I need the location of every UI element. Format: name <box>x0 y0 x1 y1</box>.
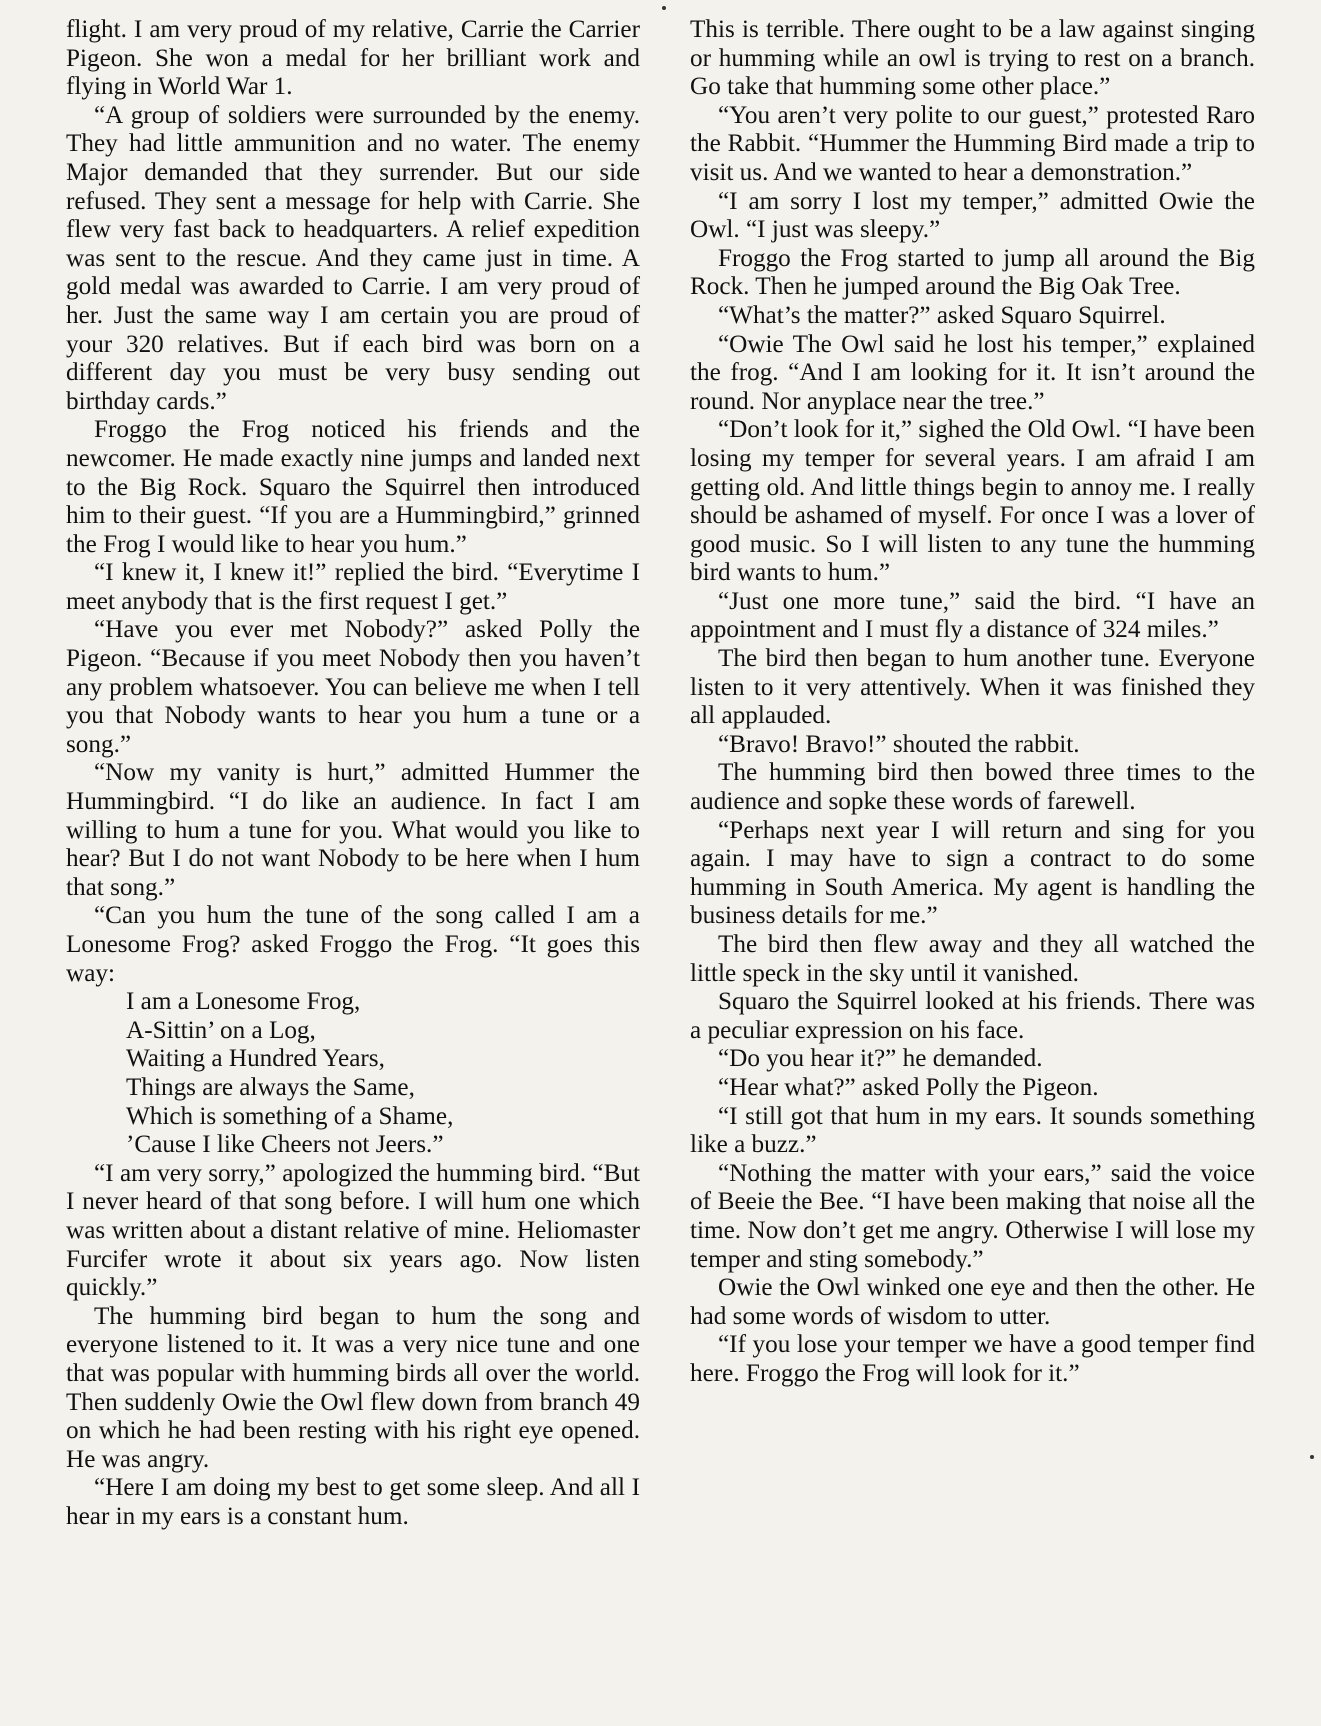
paragraph: Froggo the Frog started to jump all around the Big Rock. Then he jumped around the Big Oak Tree. <box>690 244 1255 301</box>
print-speck <box>662 6 666 10</box>
paragraph: “If you lose your temper we have a good temper find here. Froggo the Frog will look for it.” <box>690 1331 1255 1387</box>
paragraph: “Nothing the matter with your ears,” said the voice of Beeie the Bee. “I have been making that noise all the time. Now don’t get me angry. Otherwise I will lose my temper and sting somebody.” <box>690 1159 1255 1273</box>
poem-line: Which is something of a Shame, <box>126 1102 454 1130</box>
paragraph: “I am very sorry,” apologized the humming bird. “But I never heard of that song before. I will hum one which was written about a distant relative of mine. Heliomaster Furcifer wrote it about six years ago. Now listen quickly.” <box>66 1159 640 1302</box>
paragraph: “Can you hum the tune of the song called I am a Lonesome Frog? asked Froggo the Frog. “It goes this way: <box>66 902 640 987</box>
paragraph: “Perhaps next year I will return and sing for you again. I may have to sign a contract to do some humming in South America. My agent is handling the business details for me.” <box>690 816 1255 930</box>
paragraph: Squaro the Squirrel looked at his friends. There was a peculiar expression on his face. <box>690 988 1255 1044</box>
paragraph: “A group of soldiers were surrounded by the enemy. They had little ammunition and no water. The enemy Major demanded that they surrender. But our side refused. They sent a message for help with Carrie. She flew very fast back to headquarters. A relief expedition was sent to the rescue. And they came just in time. A gold medal was awarded to Carrie. I am very proud of her. Just the same way I am certain you are proud of your 320 relatives. But if each bird was born on a different day you must be very busy sending out birthday cards.” <box>66 101 640 415</box>
paragraph: The bird then began to hum another tune. Everyone listen to it very attentively. When it was finished they all applauded. <box>690 645 1255 730</box>
poem <box>66 988 640 1160</box>
paragraph: “I knew it, I knew it!” replied the bird. “Everytime I meet anybody that is the first request I get.” <box>66 559 640 615</box>
paragraph: “Bravo! Bravo!” shouted the rabbit. <box>718 730 1080 758</box>
paragraph: “I am sorry I lost my temper,” admitted Owie the Owl. “I just was sleepy.” <box>690 187 1255 244</box>
paragraph: “Hear what?” asked Polly the Pigeon. <box>718 1073 1099 1101</box>
paragraph: “Have you ever met Nobody?” asked Polly the Pigeon. “Because if you meet Nobody then you haven’t any problem whatsoever. You can believe me when I tell you that Nobody wants to hear you hum a tune or a song.” <box>66 616 640 758</box>
paragraph: “Don’t look for it,” sighed the Old Owl. “I have been losing my temper for several years. I am afraid I am getting old. And little things begin to annoy me. I really should be ashamed of myself. For once I was a lover of good music. So I will listen to any tune the humming bird wants to hum.” <box>690 416 1255 587</box>
poem-line: ’Cause I like Cheers not Jeers.” <box>126 1131 444 1159</box>
paragraph: The humming bird then bowed three times to the audience and sopke these words of farewell. <box>690 759 1255 816</box>
poem-line: I am a Lonesome Frog, <box>126 988 361 1016</box>
paragraph: flight. I am very proud of my relative, Carrie the Carrier Pigeon. She won a medal for her brilliant work and flying in World War 1. <box>66 16 640 101</box>
paragraph: “Do you hear it?” he demanded. <box>718 1045 1043 1073</box>
paragraph: Froggo the Frog noticed his friends and the newcomer. He made exactly nine jumps and landed next to the Big Rock. Squaro the Squirrel then introduced him to their guest. “If you are a Hummingbird,” grinned the Frog I would like to hear you hum.” <box>66 416 640 558</box>
paragraph: “Just one more tune,” said the bird. “I have an appointment and I must fly a distance of 324 miles.” <box>690 587 1255 644</box>
paragraph: “Now my vanity is hurt,” admitted Hummer the Hummingbird. “I do like an audience. In fact I am willing to hum a tune for you. What would you like to hear? But I do not want Nobody to be here when I hum that song.” <box>66 759 640 901</box>
paragraph: This is terrible. There ought to be a law against singing or humming while an owl is trying to rest on a branch. Go take that humming some other place.” <box>690 16 1255 101</box>
paragraph: The humming bird began to hum the song and everyone listened to it. It was a very nice tune and one that was popular with humming birds all over the world. Then suddenly Owie the Owl flew down from branch 49 on which he had been resting with his right eye opened. He was angry. <box>66 1302 640 1473</box>
poem-line: Waiting a Hundred Years, <box>126 1045 385 1073</box>
print-speck <box>1310 1455 1314 1459</box>
paragraph: “What’s the matter?” asked Squaro Squirrel. <box>718 301 1166 329</box>
poem-line: Things are always the Same, <box>126 1073 415 1101</box>
right-column <box>690 16 1255 1389</box>
poem-line: A-Sittin’ on a Log, <box>126 1016 316 1044</box>
paragraph: The bird then flew away and they all watched the little speck in the sky until it vanished. <box>690 931 1255 987</box>
paragraph: Owie the Owl winked one eye and then the other. He had some words of wisdom to utter. <box>690 1274 1255 1330</box>
paragraph: “You aren’t very polite to our guest,” protested Raro the Rabbit. “Hummer the Humming Bird made a trip to visit us. And we wanted to hear a demonstration.” <box>690 101 1255 186</box>
paragraph: “Owie The Owl said he lost his temper,” explained the frog. “And I am looking for it. It isn’t around the round. Nor anyplace near the tree.” <box>690 330 1255 415</box>
paragraph: “I still got that hum in my ears. It sounds something like a buzz.” <box>690 1102 1255 1159</box>
paragraph: “Here I am doing my best to get some sleep. And all I hear in my ears is a constant hum. <box>66 1474 640 1530</box>
left-column <box>66 16 640 1531</box>
